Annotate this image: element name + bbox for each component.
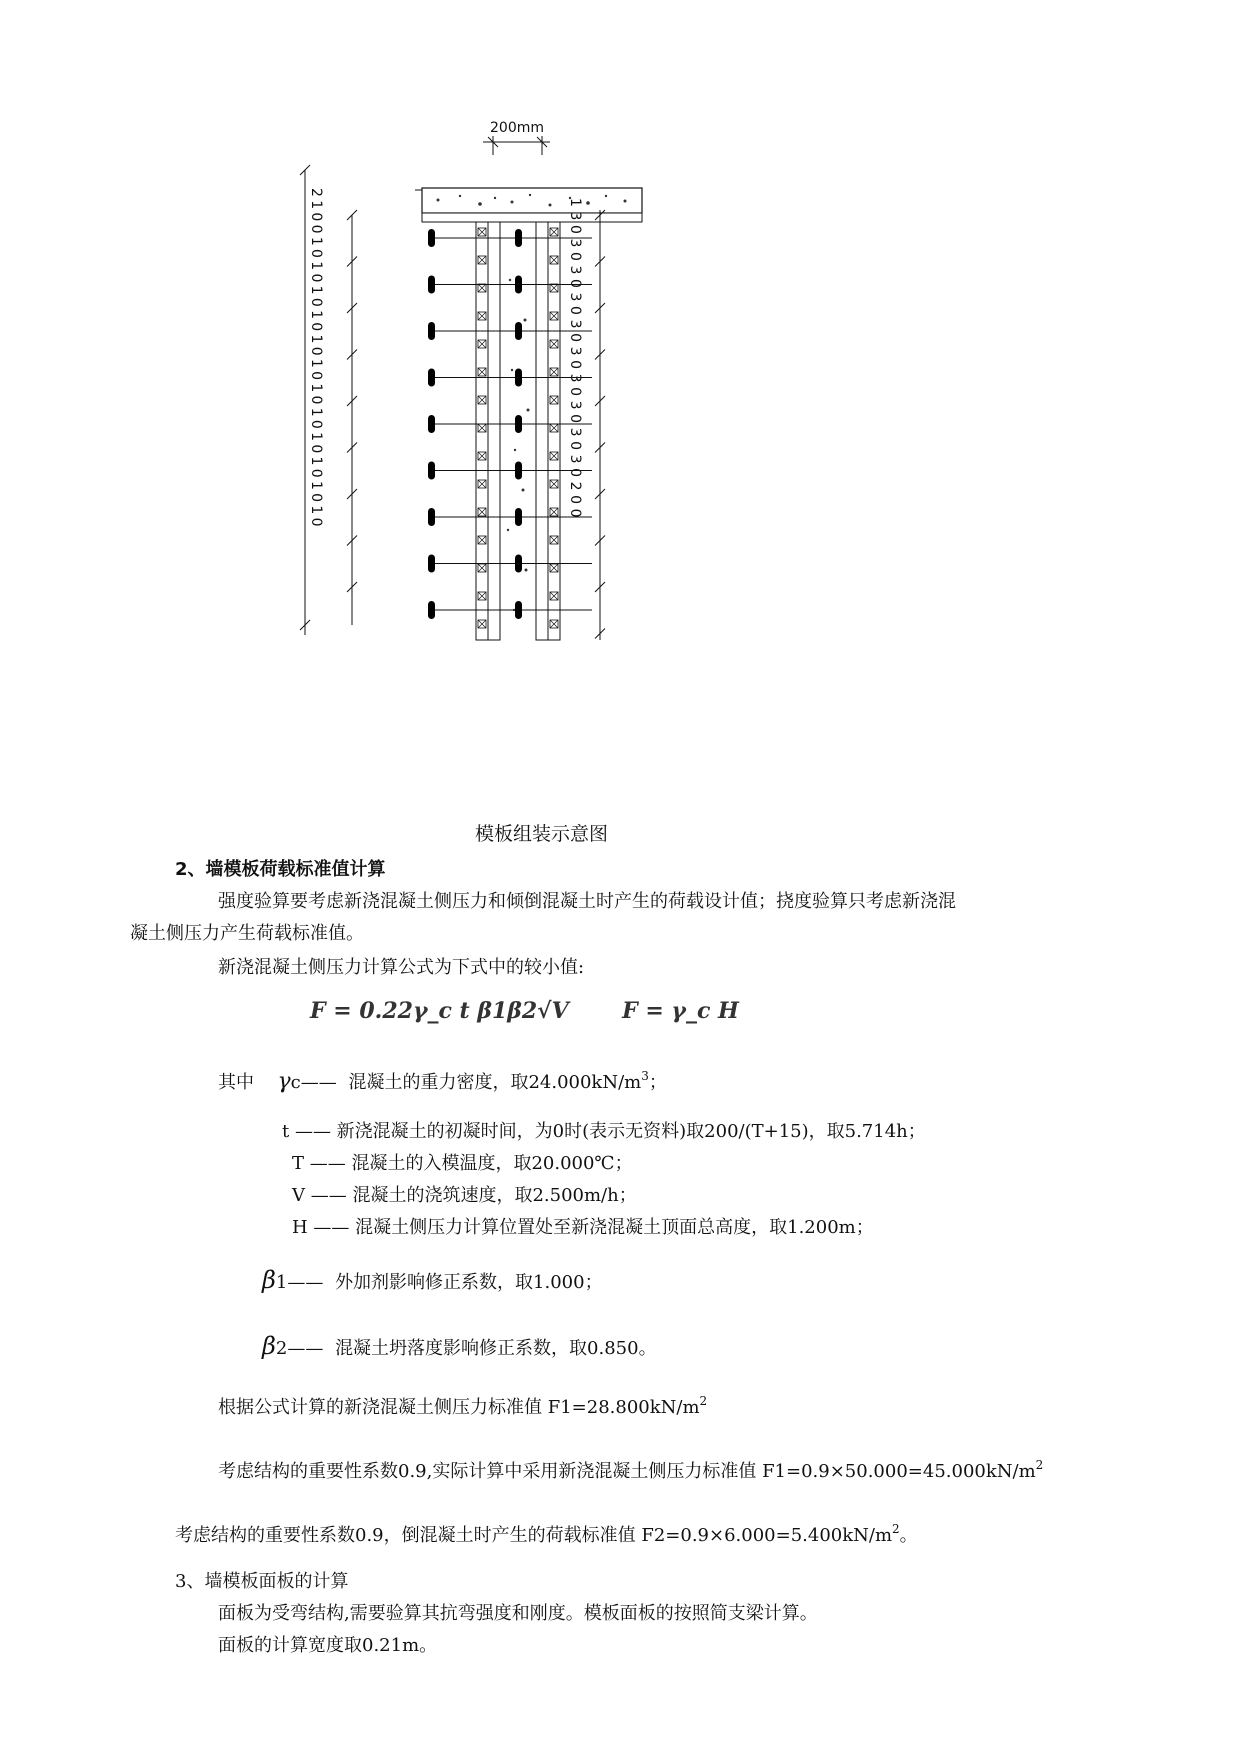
- beta2-sub: 2——: [275, 1338, 324, 1359]
- f1b-sup: 2: [1035, 1458, 1044, 1472]
- stud-cross: [550, 340, 558, 348]
- beta1-desc: 外加剂影响修正系数，取1.000；: [335, 1272, 603, 1293]
- pressure-formula: [310, 998, 739, 1024]
- left-dimension-values: 2100101010101010101010101010: [308, 188, 324, 530]
- bolt-left: [428, 369, 435, 387]
- concrete-slab: [415, 188, 642, 222]
- stud-cross: [550, 368, 558, 376]
- gamma-line: [218, 1070, 667, 1095]
- formula-2: F = γ_c H: [622, 998, 739, 1024]
- f1-line: [218, 1396, 707, 1420]
- beta-symbol-2: β: [262, 1332, 276, 1360]
- right-dimension-values: 130303030303030303030200: [567, 198, 583, 523]
- f1-sup: 2: [699, 1394, 708, 1408]
- bolt-left: [428, 601, 435, 619]
- stud-cross: [478, 620, 486, 628]
- bolt-left: [428, 322, 435, 340]
- section-3-heading: 3、墙模板面板的计算: [175, 1571, 349, 1592]
- bolt-right: [515, 229, 522, 247]
- stud-cross: [478, 256, 486, 264]
- stud-cross: [550, 592, 558, 600]
- f2-text: 考虑结构的重要性系数0.9，倒混凝土时产生的荷载标准值 F2=0.9×6.000=5.400kN/m: [175, 1525, 893, 1546]
- bolt-left: [428, 415, 435, 433]
- bolt-right: [515, 369, 522, 387]
- f1-text: 根据公式计算的新浇混凝土侧压力标准值 F1=28.800kN/m: [218, 1397, 700, 1418]
- bolt-right: [515, 508, 522, 526]
- beta2-line: [262, 1334, 657, 1361]
- bolt-left: [428, 555, 435, 573]
- stud-cross: [478, 480, 486, 488]
- stud-cross: [478, 536, 486, 544]
- bolt-right: [515, 462, 522, 480]
- gamma-sub: c——: [290, 1072, 337, 1093]
- stud-cross: [478, 228, 486, 236]
- stud-cross: [478, 508, 486, 516]
- t-line: t —— 新浇混凝土的初凝时间，为0时(表示无资料)取200/(T+15)，取5.714h；: [282, 1121, 926, 1142]
- stud-cross: [478, 340, 486, 348]
- T-line: T —— 混凝土的入模温度，取20.000℃；: [292, 1153, 633, 1174]
- stud-cross: [478, 284, 486, 292]
- stud-cross: [550, 508, 558, 516]
- stud-cross: [550, 620, 558, 628]
- f2-tail: 。: [899, 1525, 918, 1546]
- stud-cross: [550, 228, 558, 236]
- section-3-line2: 面板的计算宽度取0.21m。: [218, 1635, 438, 1656]
- f1b-line: [218, 1460, 1043, 1484]
- section-3-line1: 面板为受弯结构,需要验算其抗弯强度和刚度。模板面板的按照简支梁计算。: [218, 1603, 818, 1624]
- V-line: V —— 混凝土的浇筑速度，取2.500m/h；: [292, 1185, 637, 1206]
- gamma-sup: 3: [641, 1069, 649, 1083]
- stud-cross: [478, 424, 486, 432]
- figure-caption: 模板组装示意图: [475, 823, 609, 845]
- bolt-right: [515, 322, 522, 340]
- para1-line2: 凝土侧压力产生荷载标准值。: [130, 923, 364, 944]
- stud-cross: [478, 368, 486, 376]
- stud-cross: [478, 564, 486, 572]
- right-dimension-chain: [595, 210, 605, 640]
- bolt-left: [428, 229, 435, 247]
- gamma-symbol: γ: [277, 1069, 291, 1094]
- stud-cross: [550, 536, 558, 544]
- dimension-label-200mm: 200mm: [490, 120, 544, 136]
- formula-1: F = 0.22γ_c t β1β2√V: [310, 998, 569, 1024]
- stud-cross: [478, 396, 486, 404]
- section-2-heading: 2、墙模板荷载标准值计算: [175, 859, 386, 880]
- bolt-left: [428, 276, 435, 294]
- stud-cross: [550, 284, 558, 292]
- bolt-right: [515, 601, 522, 619]
- stud-cross: [550, 396, 558, 404]
- beta-symbol-1: β: [262, 1266, 276, 1294]
- stud-cross: [550, 564, 558, 572]
- f2-sup: 2: [892, 1522, 900, 1536]
- para2: 新浇混凝土侧压力计算公式为下式中的较小值:: [218, 957, 585, 978]
- beta2-desc: 混凝土坍落度影响修正系数，取0.850。: [335, 1338, 657, 1359]
- formwork-assembly-diagram: [308, 110, 660, 710]
- stud-cross: [550, 256, 558, 264]
- bolt-left: [428, 508, 435, 526]
- f1b-text: 考虑结构的重要性系数0.9,实际计算中采用新浇混凝土侧压力标准值 F1=0.9×50.000=45.000kN/m: [218, 1461, 1036, 1482]
- stud-cross: [478, 452, 486, 460]
- where-prefix: 其中: [218, 1072, 254, 1093]
- bolt-left: [428, 462, 435, 480]
- gamma-tail: ；: [648, 1072, 667, 1093]
- stud-cross: [478, 592, 486, 600]
- stud-cross: [550, 312, 558, 320]
- f2-line: [175, 1524, 918, 1548]
- bolt-right: [515, 276, 522, 294]
- beta1-sub: 1——: [275, 1272, 324, 1293]
- stud-cross: [478, 312, 486, 320]
- stud-cross: [550, 452, 558, 460]
- H-line: H —— 混凝土侧压力计算位置处至新浇混凝土顶面总高度，取1.200m；: [292, 1217, 874, 1238]
- gamma-desc: 混凝土的重力密度，取24.000kN/m: [348, 1072, 642, 1093]
- beta1-line: [262, 1268, 603, 1295]
- stud-cross: [550, 480, 558, 488]
- bolt-right: [515, 415, 522, 433]
- stud-cross: [550, 424, 558, 432]
- bolt-right: [515, 555, 522, 573]
- top-dimension-line: [483, 136, 550, 155]
- para1-line1: 强度验算要考虑新浇混凝土侧压力和倾倒混凝土时产生的荷载设计值；挠度验算只考虑新浇混: [218, 891, 956, 912]
